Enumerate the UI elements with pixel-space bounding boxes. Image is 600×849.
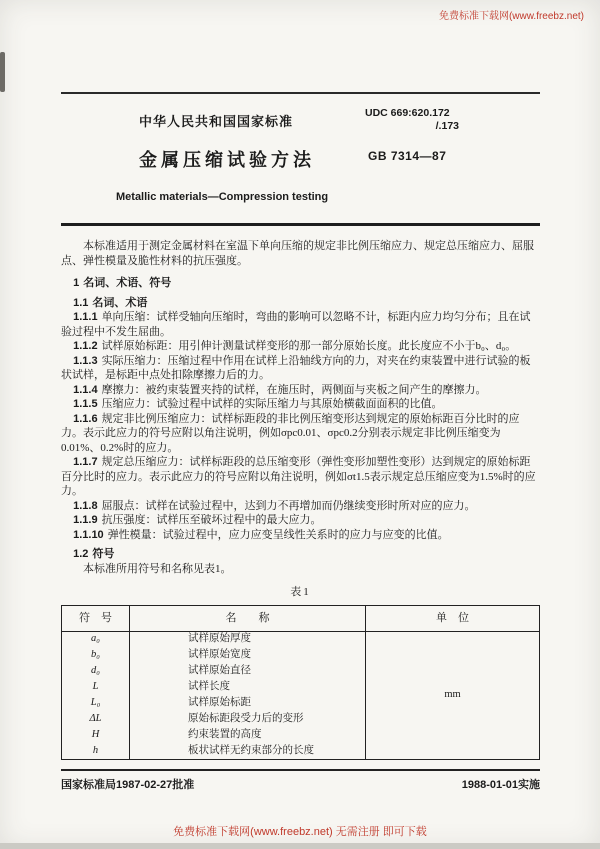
clause-number: 1 bbox=[73, 277, 80, 289]
symbol-table-header-row bbox=[62, 605, 540, 631]
udc-line-2: /.173 bbox=[435, 120, 459, 132]
symbol-cell: L₀ bbox=[90, 696, 101, 708]
clause-paragraph bbox=[61, 383, 540, 398]
clause-number: 1.2 bbox=[73, 548, 89, 560]
clause-text: 抗压强度：试样压至破坏过程中的最大应力。 bbox=[101, 514, 322, 526]
symbol-cell: ΔL bbox=[89, 712, 102, 724]
name-cell: 试样原始直径 bbox=[130, 663, 366, 679]
clause-paragraph bbox=[61, 528, 540, 543]
watermark-top: 免费标准下载网(www.freebz.net) bbox=[438, 11, 584, 22]
symbol-cell: a₀ bbox=[91, 633, 100, 644]
symbol-table bbox=[61, 605, 540, 760]
section-heading bbox=[61, 547, 540, 562]
page-title: 金属压缩试验方法 bbox=[139, 150, 315, 170]
clause-text: 屈服点：试样在试验过程中，达到力不再增加而仍继续变形时所对应的应力。 bbox=[101, 499, 476, 512]
symbol-cell: d₀ bbox=[91, 664, 100, 676]
clause-text: 实际压缩力：压缩过程中作用在试样上沿轴线方向的力，对夹在约束装置中进行试验的板状试样，是标距中点处扣除摩擦力后的力。 bbox=[61, 354, 531, 381]
clause-text: 试样原始标距：用引伸计测量试样变形的那一部分原始长度。此长度应不小于b₀、d₀。 bbox=[101, 340, 517, 352]
clause-number: 1.1.8 bbox=[73, 499, 98, 512]
header-symbol: 符 号 bbox=[62, 605, 130, 631]
issuing-body: 中华人民共和国国家标准 bbox=[139, 114, 294, 129]
scan-smudge bbox=[0, 52, 5, 92]
header-unit: 单 位 bbox=[366, 605, 540, 631]
clause-text: 符号 bbox=[92, 548, 115, 560]
clause-text: 名词、术语、符号 bbox=[83, 277, 172, 289]
scan-edge bbox=[0, 843, 600, 849]
symbol-cell: L bbox=[92, 680, 99, 692]
name-cell: 试样原始宽度 bbox=[130, 647, 366, 663]
symbol-table-body bbox=[62, 631, 540, 759]
name-cell: 板状试样无约束部分的长度 bbox=[130, 743, 366, 759]
symbol-cell: b₀ bbox=[91, 648, 100, 660]
clause-text: 单向压缩：试样受轴向压缩时，弯曲的影响可以忽略不计，标距内应力均匀分布；且在试验过程中不发生屈曲。 bbox=[61, 311, 531, 338]
clause-number: 1.1.6 bbox=[73, 412, 98, 425]
clause-number: 1.1.3 bbox=[73, 354, 98, 367]
table-caption: 表1 bbox=[290, 586, 311, 598]
implementation-text: 1988-01-01实施 bbox=[461, 778, 540, 791]
english-title: Metallic materials—Compression testing bbox=[116, 191, 329, 203]
udc-classification bbox=[365, 107, 461, 133]
clause-text: 规定总压缩应力：试样标距段的总压缩变形（弹性变形加塑性变形）达到规定的原始标距百分比时的应力。表示此应力的符号应附以角注说明，例如σt1.5表示规定总压缩应变为1.5%时的应力。 bbox=[61, 456, 536, 497]
clause-paragraph bbox=[61, 354, 540, 383]
clause-paragraph bbox=[61, 412, 540, 456]
name-cell: 试样长度 bbox=[130, 679, 366, 695]
clause-number: 1.1.2 bbox=[73, 340, 98, 352]
standard-number: GB 7314—87 bbox=[368, 149, 447, 163]
clause-paragraph bbox=[61, 339, 540, 354]
clause-paragraph: 本标准所用符号和名称见表1。 bbox=[83, 562, 232, 575]
clause-text: 名词、术语 bbox=[92, 296, 148, 309]
section-heading bbox=[61, 296, 540, 311]
body-sections bbox=[61, 276, 540, 576]
clause-paragraph bbox=[61, 499, 540, 514]
name-cell: 试样原始标距 bbox=[130, 695, 366, 711]
clause-number: 1.1.5 bbox=[73, 398, 98, 410]
clause-text: 弹性模量：试验过程中，应力应变呈线性关系时的应力与应变的比值。 bbox=[107, 528, 449, 541]
clause-paragraph bbox=[61, 455, 540, 499]
approval-footer bbox=[61, 769, 540, 793]
udc-line-1: UDC 669:620.172 bbox=[365, 107, 450, 119]
symbol-table-head bbox=[62, 605, 540, 631]
approval-text: 国家标准局1987-02-27批准 bbox=[61, 778, 195, 791]
page-content bbox=[61, 0, 540, 792]
clause-text: 规定非比例压缩应力：试样标距段的非比例压缩变形达到规定的原始标距百分比时的应力。表示此应力的符号应附以角注说明，例如σpc0.01、σpc0.2分别表示规定非比例压缩变为0.01%、0.2%时的应力。 bbox=[61, 412, 520, 454]
clause-text: 压缩应力：试验过程中试样的实际压缩力与其原始横截面面积的比值。 bbox=[101, 398, 443, 410]
body-text bbox=[61, 239, 540, 792]
name-cell: 约束装置的高度 bbox=[130, 727, 366, 743]
name-cell: 原始标距段受力后的变形 bbox=[130, 711, 366, 727]
standard-header bbox=[61, 94, 540, 223]
clause-number: 1.1 bbox=[73, 296, 89, 309]
clause-number: 1.1.10 bbox=[73, 528, 104, 541]
section-heading bbox=[61, 276, 540, 291]
unit-cell: mm bbox=[366, 631, 540, 759]
name-cell: 试样原始厚度 bbox=[130, 631, 366, 647]
symbol-cell: H bbox=[91, 728, 100, 740]
clause-number: 1.1.1 bbox=[73, 311, 98, 323]
watermark-bottom: 免费标准下载网(www.freebz.net) 无需注册 即可下载 bbox=[173, 826, 427, 838]
scope-paragraph: 本标准适用于测定金属材料在室温下单向压缩的规定非比例压缩应力、规定总压缩应力、屈服点、弹性模量及脆性材料的抗压强度。 bbox=[61, 240, 534, 267]
clause-text: 摩擦力：被约束装置夹持的试样，在施压时，两侧面与夹板之间产生的摩擦力。 bbox=[101, 383, 487, 396]
clause-paragraph bbox=[61, 310, 540, 339]
clause-number: 1.1.4 bbox=[73, 383, 98, 396]
header-bottom-rule bbox=[61, 223, 540, 226]
symbol-cell: h bbox=[92, 744, 99, 756]
clause-paragraph bbox=[61, 397, 540, 412]
clause-number: 1.1.9 bbox=[73, 514, 98, 526]
header-name: 名 称 bbox=[130, 605, 366, 631]
clause-number: 1.1.7 bbox=[73, 456, 98, 468]
symbol-table-row bbox=[62, 631, 540, 647]
clause-paragraph bbox=[61, 513, 540, 528]
